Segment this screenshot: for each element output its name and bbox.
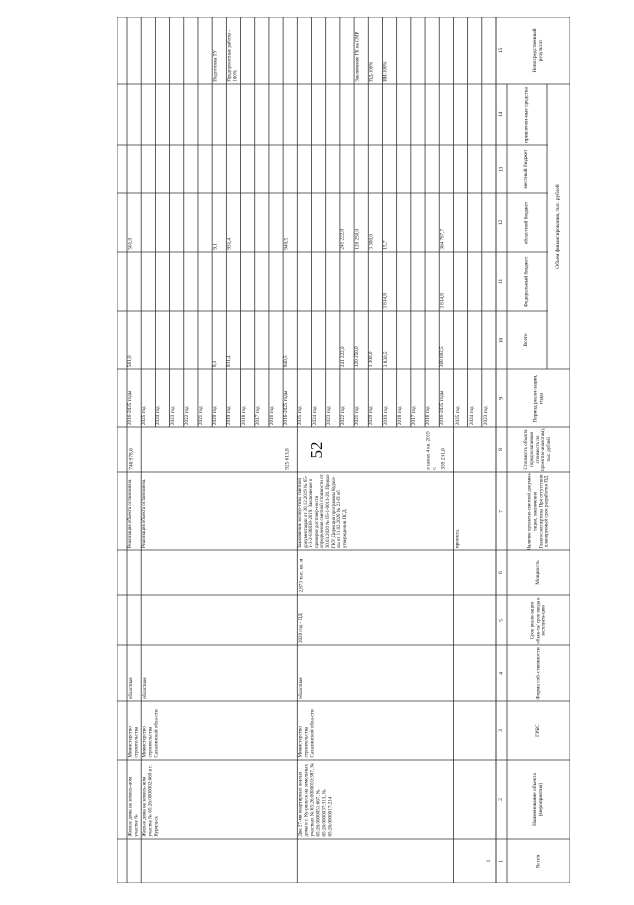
block2-ownership: областная — [142, 677, 149, 699]
block3-ownership: областная — [128, 677, 135, 699]
block2-row2-period: 2017 год — [254, 406, 261, 425]
block1-cost-note: в ценах 4 кв. 2019 г. — [426, 431, 438, 470]
block3-object-name: Жилые дома на земель-ном участке № — [127, 777, 139, 837]
block1-row6-total: 120 250,0 — [354, 346, 361, 367]
column-number-3: 3 — [498, 729, 505, 732]
header-col7: Наличие проектно-сметной докумен-тации, заключения Главгосэкспертизы При отсутствии планируемый срок разработки ПД — [526, 472, 550, 550]
block2-pd-status: Реализация объекта остановлена. — [142, 478, 148, 548]
column-number-13: 13 — [498, 166, 505, 172]
block2-row0-period: 2016-2025 годы — [283, 390, 290, 425]
block0-row-number: 1 — [485, 859, 492, 863]
block1-row5-result: ПД-100% — [369, 62, 375, 82]
block2-row5-period: 2020 год — [212, 406, 219, 425]
block0-period-1: 2024 год — [468, 406, 475, 425]
block1-row7-total: 241 222,0 — [339, 346, 346, 367]
block2-row9-period: 2024 год — [155, 406, 162, 425]
header-col3: ГРБС — [534, 724, 541, 737]
block1-row4-period: 2019 год — [382, 406, 389, 425]
column-number-7: 7 — [498, 509, 505, 513]
header-col11: Федеральный бюджет — [523, 256, 530, 307]
column-number-15: 15 — [498, 47, 505, 54]
block1-cost: 339 231,0 — [440, 448, 447, 470]
column-number-9: 9 — [498, 396, 505, 400]
block2-row6-period: 2021 год — [197, 406, 204, 425]
block1-grbs: Министерство строительства Сахалинской обла-сти — [297, 709, 316, 758]
block1-row7-period: 2022 год — [339, 406, 346, 425]
block1-row0-fed: 3 814,8 — [439, 293, 446, 309]
header-col13: местный бюджет — [523, 149, 530, 189]
block1-row10-period: 2025 год — [297, 406, 304, 425]
block2-row8-period: 2023 год — [169, 406, 176, 425]
block1-row5-total: 3 300,0 — [368, 351, 375, 367]
column-number-2: 2 — [498, 798, 505, 801]
block1-row6-result: Заключение ГК на СМР — [355, 32, 361, 82]
block1-row4-reg: 15,7 — [382, 240, 389, 250]
block0-period-2: 2025 год — [454, 406, 461, 425]
header-col14: привлечен-ные средства — [523, 86, 530, 143]
column-number-1: 1 — [498, 859, 505, 863]
block0-period-0: 2023 год — [482, 406, 489, 425]
block2-row5-result: Подготовка ТУ — [213, 50, 219, 82]
column-number-4: 4 — [498, 671, 505, 675]
header-col12: областной бюджет — [523, 201, 530, 244]
column-number-6: 6 — [498, 571, 505, 574]
block2-row5-reg: 9,1 — [212, 243, 219, 250]
header-col10: Всего — [523, 333, 530, 347]
block3-row0-total: 561,0 — [127, 355, 134, 367]
column-number-10: 10 — [498, 337, 505, 343]
block1-row5-reg: 3 300,0 — [368, 234, 375, 250]
block2-row7-period: 2022 год — [183, 406, 190, 425]
block2-object-name: Жилые дома на земель-ном участке № 65:26:0000002:660 в г. Курильск — [141, 765, 160, 837]
block3-pd-status: Реализация объекта остановлена. — [128, 478, 134, 548]
block2-row4-total: 931,4 — [226, 355, 233, 367]
header-col9: Период реали-зации, годы — [531, 374, 544, 422]
block1-row0-reg: 364 787,7 — [439, 229, 446, 250]
header-col2: Наименование объекта (мероприятия) — [531, 773, 544, 826]
block1-row1-period: 2016 год — [425, 406, 432, 425]
block2-row10-period: 2025 год — [141, 406, 148, 425]
column-number-14: 14 — [498, 111, 505, 118]
header-col5: Срок реали-зации объек-та/ срок ввода в эксплуата-цию — [529, 596, 547, 644]
block1-row6-period: 2021 год — [354, 406, 361, 425]
page-number: 52 — [307, 441, 326, 459]
column-number-12: 12 — [498, 219, 505, 226]
block2-row0-total: 940,5 — [283, 355, 290, 367]
block3-row0-period: 2016-2025 годы — [127, 390, 134, 425]
header-col1: № п/п — [534, 854, 541, 868]
block2-row0-reg: 940,5 — [283, 238, 290, 250]
block1-pd-status: Заключение экспер-тизы сметной документации от 30.12.2019 № 65-1-1-2-038838-2019. Заключение о проверке достовер-ности определения сметной стоимости от 30.03.2020 № 65-1-0013-20. Приказ ГКУ Дирекция программы Курил-лы от 11.02.2020 № 21-П об утверждении ПСД. — [298, 474, 349, 548]
block2-row4-result: Предпроектные работы - 100% — [227, 30, 238, 82]
block3-grbs: Министерство строительства — [127, 726, 139, 758]
block0-pd-continuation: проекта. — [454, 528, 461, 548]
block2-row3-period: 2018 год — [240, 406, 247, 425]
block1-row2-period: 2017 год — [410, 406, 417, 425]
block2-row4-reg: 931,4 — [226, 238, 233, 250]
block1-ownership: областная — [298, 677, 305, 699]
block1-term: 2020 год - ПД — [298, 613, 305, 643]
block1-row6-reg: 120 250,0 — [354, 229, 361, 250]
column-number-11: 11 — [498, 278, 505, 285]
block3-row0-reg: 561,0 — [127, 238, 134, 250]
block1-row0-period: 2016-2025 годы — [439, 390, 446, 425]
block2-row5-total: 9,1 — [212, 360, 219, 367]
block1-row7-reg: 241 222,0 — [339, 229, 346, 250]
investment-table-frame — [117, 17, 570, 883]
block2-row1-period: 2016 год — [268, 406, 275, 425]
column-number-5: 5 — [498, 618, 505, 622]
block1-row3-period: 2018 год — [396, 406, 403, 425]
block1-row4-result: ИИ-100% — [383, 61, 389, 82]
block2-grbs: Министерство строительства Сахалинской обла-сти — [141, 709, 160, 758]
block1-row9-period: 2024 год — [311, 406, 318, 425]
block1-capacity: 2,873 тыс. кв. м — [298, 559, 305, 593]
header-col4: Форма соб-ственности — [534, 646, 541, 700]
block2-row4-period: 2019 год — [226, 406, 233, 425]
header-col6: Мощность — [534, 560, 541, 585]
header-col8: Стоимость объекта (предполагаемая стоимость по проектно-аналогам), тыс. рублей — [523, 428, 553, 471]
block1-row8-period: 2023 год — [325, 406, 332, 425]
block1-row5-period: 2020 год — [368, 406, 375, 425]
block2-cost: 925 613,8 — [284, 448, 291, 470]
block1-object-name: Два 27-ми квартирных жилых дома в г. Ку-рильск на земельных участках № 65:26:0000010:387, № 65:26:0000051:667, № 65:26:0000037:313, № 65:26:0000017:214 — [297, 763, 333, 837]
block1-row4-fed: 3 814,8 — [382, 293, 389, 309]
block1-row4-total: 3 830,5 — [382, 351, 389, 367]
column-number-8: 8 — [498, 448, 505, 451]
block1-row0-total: 368 602,5 — [439, 346, 446, 367]
header-col15: Непосредственный результат — [531, 28, 544, 73]
header-financing-group: Объем финансирования, тыс. рублей — [555, 184, 562, 269]
block3-cost: 740 978,0 — [128, 448, 135, 470]
